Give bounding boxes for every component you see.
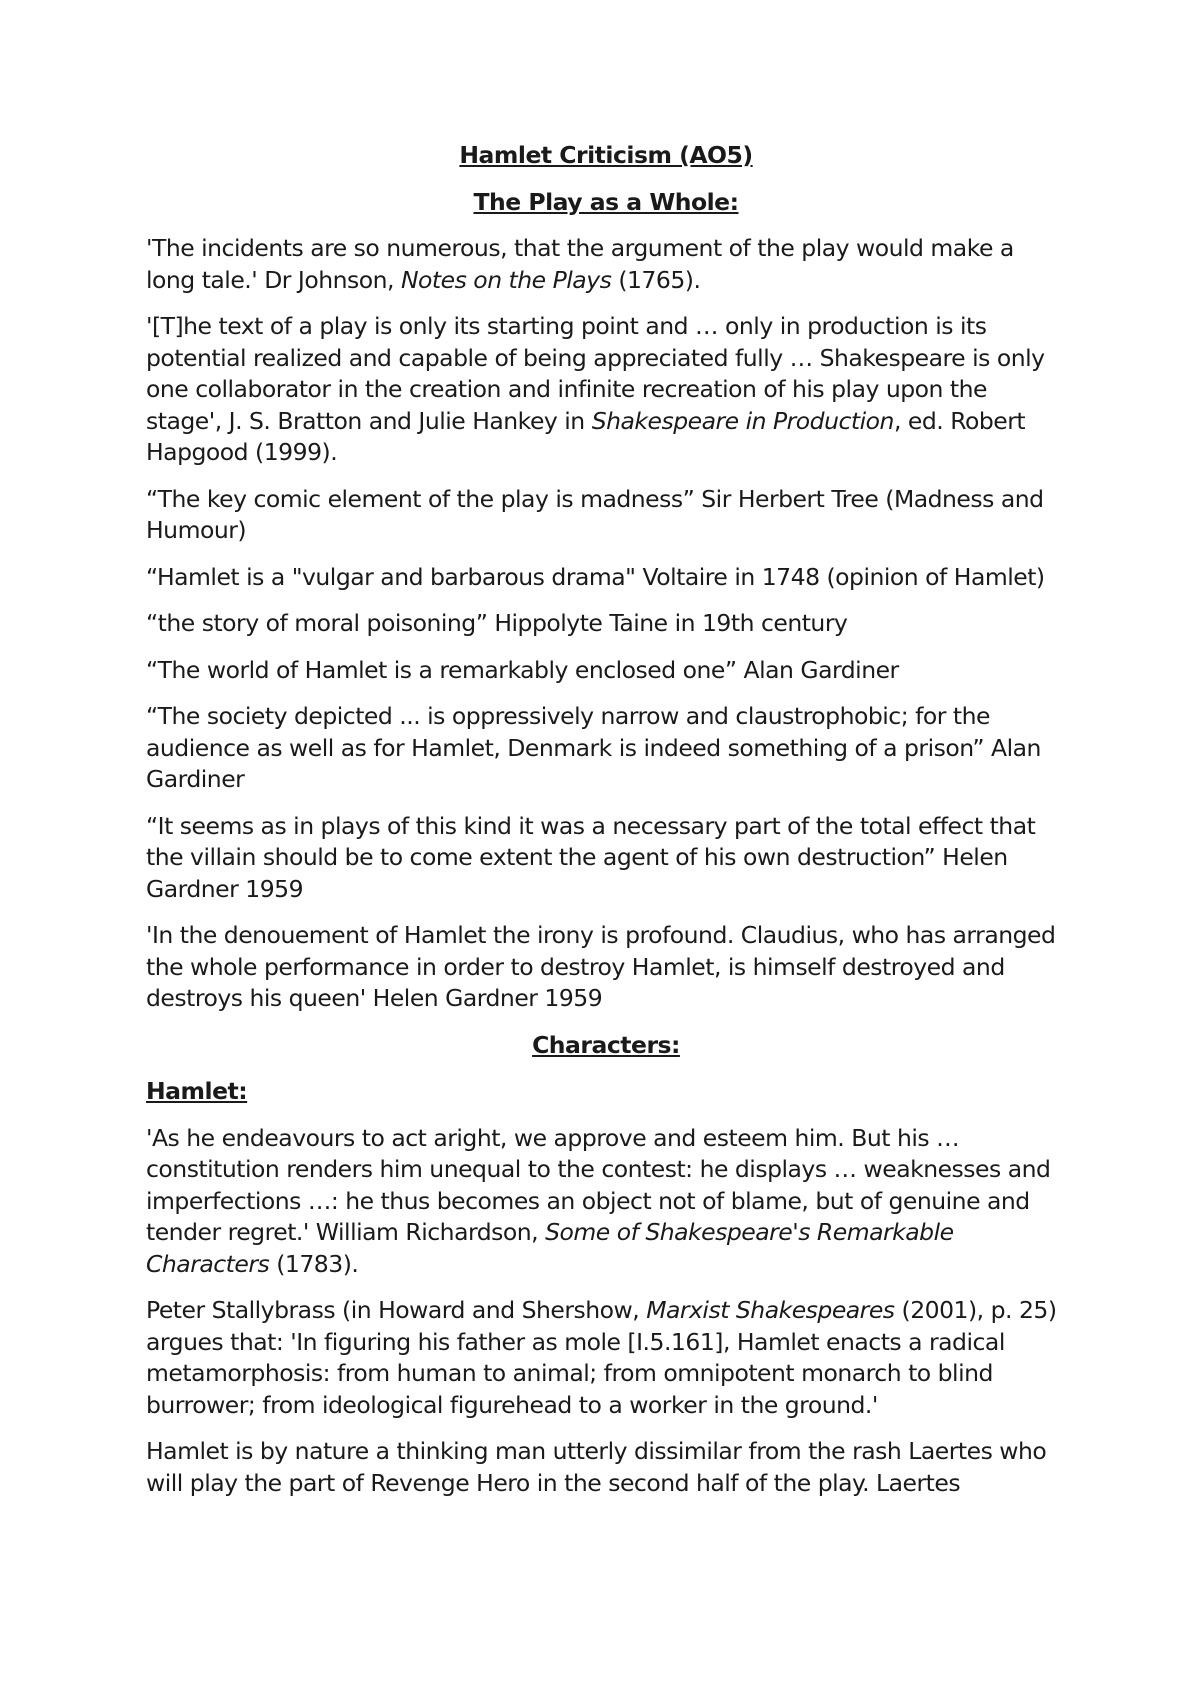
section-heading-characters: Characters: <box>532 1030 680 1059</box>
subheading-hamlet: Hamlet: <box>146 1077 248 1105</box>
quote-tree: “The key comic element of the play is madness” Sir Herbert Tree (Madness and Humour) <box>146 484 1044 544</box>
quote-gardner-1: “It seems as in plays of this kind it was a necessary part of the total effect that the villain should be to come extent the agent of his own destruction” Helen Gardner 1959 <box>146 811 1036 903</box>
quote-johnson: 'The incidents are so numerous, that the argument of the play would make a long tale.' Dr Johnson, Notes on the Plays (1765). <box>146 234 1014 294</box>
quote-bratton-hankey: '[T]he text of a play is only its starting point and … only in production is its potential realized and capable of being appreciated fully … Shakespeare is only one collaborator in the creation and infinite recreation of his play upon the stage', J. S. Bratton and Julie Hankey in Shakespeare in Production, ed. Robert Hapgood (1999). <box>146 312 1045 466</box>
quote-voltaire: “Hamlet is a "vulgar and barbarous drama" Voltaire in 1748 (opinion of Hamlet) <box>146 562 1045 591</box>
quote-gardiner-1: “The world of Hamlet is a remarkably enclosed one” Alan Gardiner <box>146 655 899 684</box>
quote-gardiner-2: “The society depicted ... is oppressively narrow and claustrophobic; for the audience as well as for Hamlet, Denmark is indeed something of a prison” Alan Gardiner <box>146 702 1041 793</box>
quote-taine: “the story of moral poisoning” Hippolyte Taine in 19th century <box>146 609 848 637</box>
paragraph-hamlet-nature: Hamlet is by nature a thinking man utterly dissimilar from the rash Laertes who will play the part of Revenge Hero in the second half of the play. Laertes <box>146 1437 1047 1497</box>
quote-gardner-2: 'In the denouement of Hamlet the irony is profound. Claudius, who has arranged the whole performance in order to destroy Hamlet, is himself destroyed and destroys his queen' Helen Gardner 1959 <box>146 921 1056 1012</box>
quote-richardson: 'As he endeavours to act aright, we approve and esteem him. But his … constitution renders him unequal to the contest: he displays … weaknesses and imperfections …: he thus becomes an object not of blame, but of genuine and tender regret.' William Richardson, Some of Shakespeare's Remarkable Characters (1783). <box>146 1123 1051 1278</box>
quote-stallybrass: Peter Stallybrass (in Howard and Shershow, Marxist Shakespeares (2001), p. 25) argues that: 'In figuring his father as mole [I.5.161], Hamlet enacts a radical metamorphosis: from human to animal; from omnipotent monarch to blind burrower; from ideological figurehead to a worker in the ground.' <box>146 1296 1057 1419</box>
document-title: Hamlet Criticism (AO5) <box>459 141 753 169</box>
section-heading-play: The Play as a Whole: <box>473 187 739 216</box>
document-page <box>146 140 1066 1514</box>
